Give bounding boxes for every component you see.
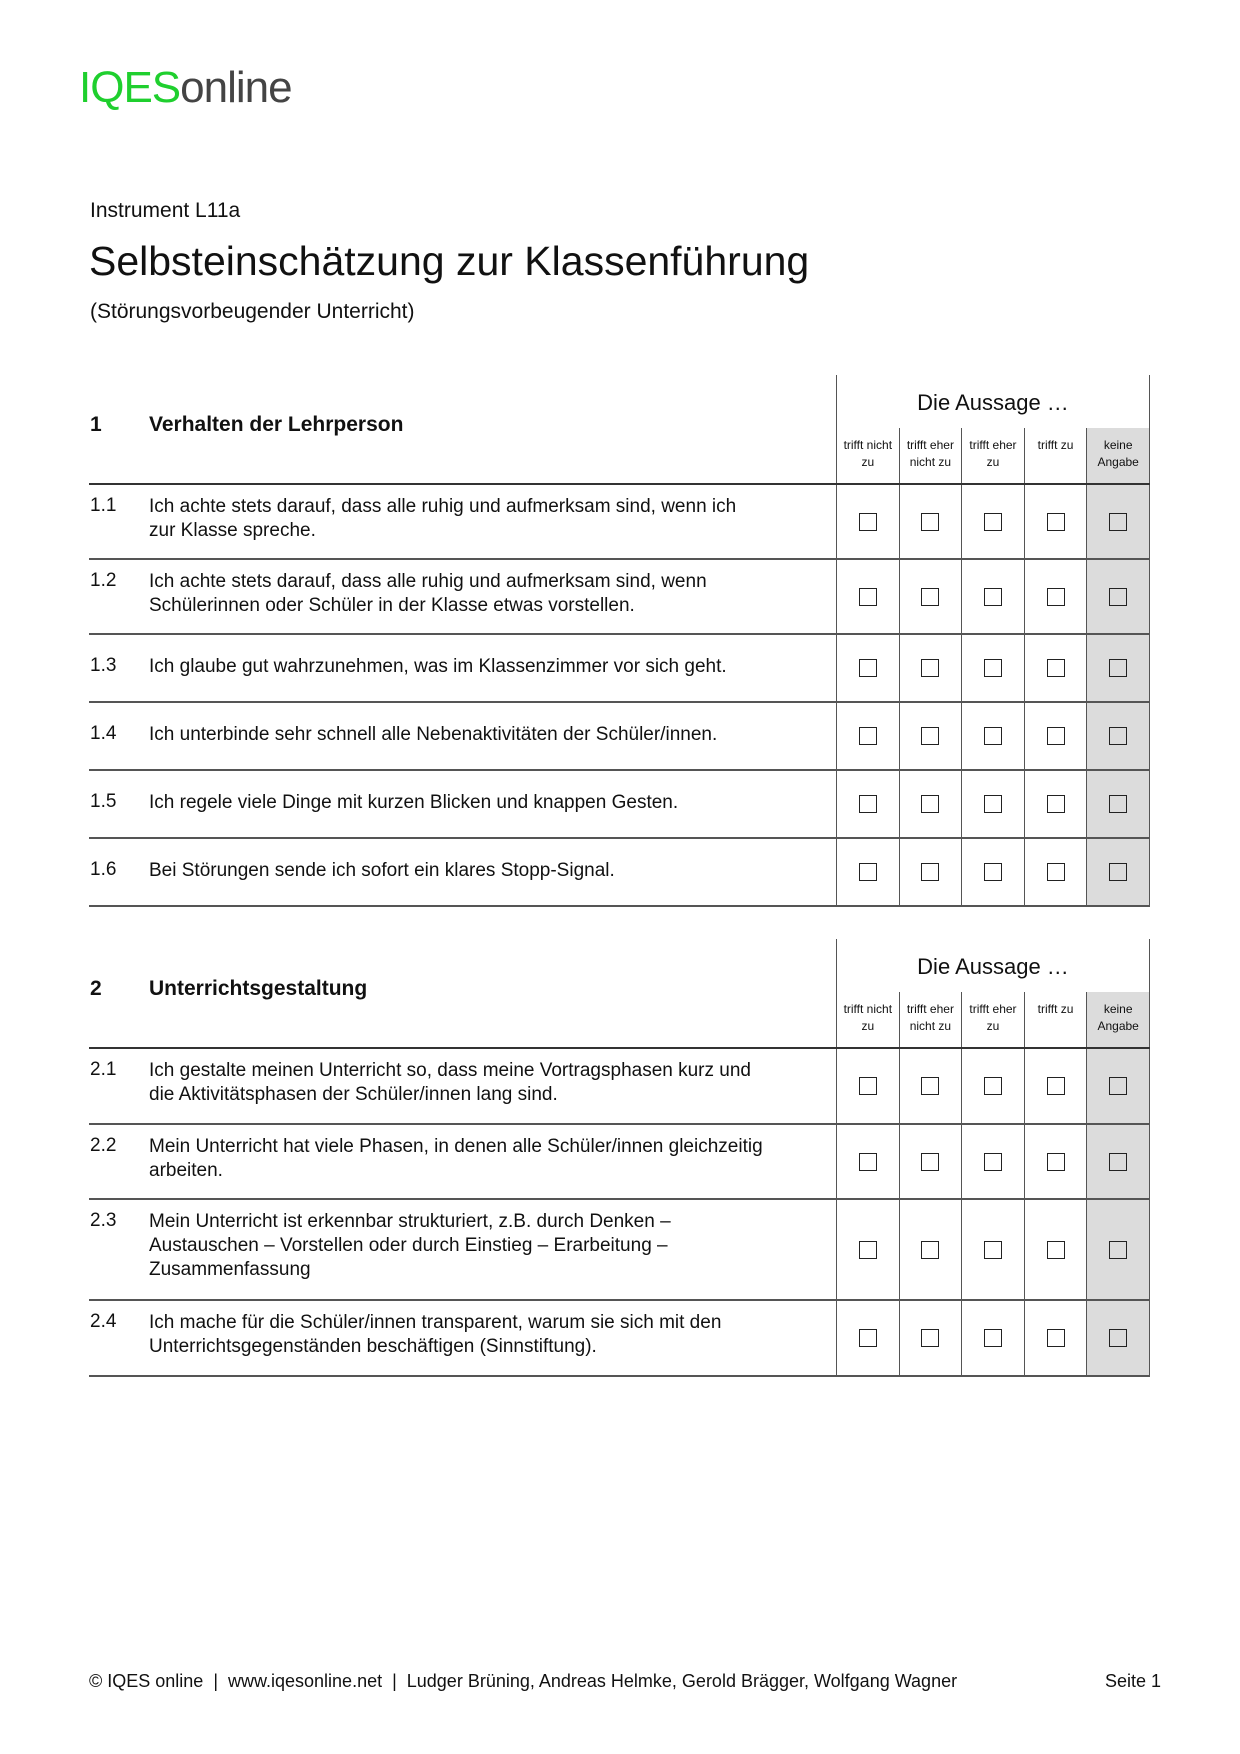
question-number: 1.6 <box>90 859 117 880</box>
checkbox-keine-angabe[interactable] <box>1109 1329 1127 1347</box>
checkbox-trifft-eher-zu[interactable] <box>984 727 1002 745</box>
answer-cell <box>837 1125 899 1198</box>
question-row <box>89 485 1150 560</box>
answer-cell <box>837 1049 899 1123</box>
question-text-line: Ich glaube gut wahrzunehmen, was im Klassenzimmer vor sich geht. <box>149 656 727 677</box>
checkbox-trifft-nicht-zu[interactable] <box>859 1241 877 1259</box>
answer-cell <box>837 1200 899 1299</box>
answer-cell <box>899 839 962 905</box>
checkbox-trifft-zu[interactable] <box>1047 1153 1065 1171</box>
checkbox-trifft-nicht-zu[interactable] <box>859 588 877 606</box>
answer-cells <box>836 635 1150 701</box>
answer-cell <box>1086 635 1149 701</box>
scale-label: trifft eher nicht zu <box>899 428 962 483</box>
answer-cells <box>836 485 1150 558</box>
question-text-line: Mein Unterricht hat viele Phasen, in denen alle Schüler/innen gleichzeitig <box>149 1136 763 1157</box>
checkbox-trifft-zu[interactable] <box>1047 795 1065 813</box>
question-row <box>89 1301 1150 1377</box>
checkbox-keine-angabe[interactable] <box>1109 727 1127 745</box>
answer-cell <box>1024 560 1087 633</box>
question-text-line: Mein Unterricht ist erkennbar strukturiert, z.B. durch Denken – <box>149 1211 671 1232</box>
checkbox-trifft-eher-nicht-zu[interactable] <box>921 1329 939 1347</box>
answer-cell <box>899 703 962 769</box>
answer-cell <box>837 485 899 558</box>
question-text-line: Ich achte stets darauf, dass alle ruhig und aufmerksam sind, wenn ich <box>149 496 737 517</box>
answer-cells <box>836 771 1150 837</box>
question-row <box>89 1125 1150 1200</box>
section-title: Verhalten der Lehrperson <box>149 413 404 436</box>
question-text-line: Ich gestalte meinen Unterricht so, dass meine Vortragsphasen kurz und <box>149 1060 751 1081</box>
answer-cell <box>961 839 1024 905</box>
scale-label: trifft eher nicht zu <box>899 992 962 1047</box>
question-text-line: Ich achte stets darauf, dass alle ruhig und aufmerksam sind, wenn <box>149 571 707 592</box>
checkbox-trifft-eher-nicht-zu[interactable] <box>921 1241 939 1259</box>
answer-cells <box>836 1301 1150 1375</box>
answer-cell <box>1024 1049 1087 1123</box>
answer-cell <box>837 839 899 905</box>
answer-cell <box>1024 1200 1087 1299</box>
question-row <box>89 1200 1150 1301</box>
question-text <box>149 495 839 543</box>
checkbox-trifft-zu[interactable] <box>1047 863 1065 881</box>
answer-cell <box>837 1301 899 1375</box>
scale-label: trifft eher zu <box>961 428 1024 483</box>
question-text-line: Schülerinnen oder Schüler in der Klasse etwas vorstellen. <box>149 595 635 616</box>
answer-cell <box>899 635 962 701</box>
answer-cell <box>837 560 899 633</box>
question-text <box>149 570 839 618</box>
answer-cell <box>1024 635 1087 701</box>
checkbox-trifft-eher-zu[interactable] <box>984 863 1002 881</box>
answer-cell <box>1024 839 1087 905</box>
page-title: Selbsteinschätzung zur Klassenführung <box>89 238 810 284</box>
question-number: 2.4 <box>90 1311 117 1332</box>
checkbox-trifft-eher-zu[interactable] <box>984 513 1002 531</box>
checkbox-trifft-nicht-zu[interactable] <box>859 863 877 881</box>
question-text <box>149 1135 839 1183</box>
answer-cells <box>836 1200 1150 1299</box>
scale-label: keine Angabe <box>1086 992 1149 1047</box>
answer-cell <box>961 635 1024 701</box>
question-row <box>89 839 1150 907</box>
answer-header-label: Die Aussage … <box>917 954 1069 979</box>
checkbox-trifft-eher-nicht-zu[interactable] <box>921 659 939 677</box>
section-header <box>89 375 1150 485</box>
checkbox-trifft-eher-zu[interactable] <box>984 1329 1002 1347</box>
answer-cell <box>961 771 1024 837</box>
checkbox-trifft-nicht-zu[interactable] <box>859 795 877 813</box>
answer-cell <box>1086 485 1149 558</box>
logo-online: online <box>180 63 292 112</box>
question-number: 2.2 <box>90 1135 117 1156</box>
question-text-line: Ich regele viele Dinge mit kurzen Blicken und knappen Gesten. <box>149 792 679 813</box>
checkbox-trifft-eher-nicht-zu[interactable] <box>921 513 939 531</box>
checkbox-keine-angabe[interactable] <box>1109 588 1127 606</box>
checkbox-trifft-zu[interactable] <box>1047 1329 1065 1347</box>
answer-header <box>836 939 1150 1047</box>
question-number: 2.1 <box>90 1059 117 1080</box>
answer-cell <box>961 1301 1024 1375</box>
checkbox-trifft-eher-nicht-zu[interactable] <box>921 727 939 745</box>
checkbox-trifft-nicht-zu[interactable] <box>859 659 877 677</box>
answer-cell <box>961 1125 1024 1198</box>
answer-cell <box>1086 703 1149 769</box>
checkbox-keine-angabe[interactable] <box>1109 1241 1127 1259</box>
answer-cell <box>899 771 962 837</box>
question-number: 1.4 <box>90 723 117 744</box>
logo-iqes: IQES <box>79 63 181 112</box>
checkbox-trifft-eher-zu[interactable] <box>984 1153 1002 1171</box>
scale-labels <box>837 428 1149 483</box>
checkbox-keine-angabe[interactable] <box>1109 1153 1127 1171</box>
answer-cell <box>1024 703 1087 769</box>
checkbox-trifft-zu[interactable] <box>1047 727 1065 745</box>
question-text <box>149 1210 839 1282</box>
answer-cell <box>961 485 1024 558</box>
answer-cells <box>836 1049 1150 1123</box>
checkbox-trifft-nicht-zu[interactable] <box>859 513 877 531</box>
question-text-line: Austauschen – Vorstellen oder durch Einstieg – Erarbeitung – <box>149 1235 668 1256</box>
question-number: 1.5 <box>90 791 117 812</box>
question-row <box>89 1049 1150 1125</box>
question-number: 1.3 <box>90 655 117 676</box>
question-row <box>89 635 1150 703</box>
question-row <box>89 560 1150 635</box>
checkbox-trifft-eher-nicht-zu[interactable] <box>921 1077 939 1095</box>
answer-cell <box>1024 485 1087 558</box>
checkbox-trifft-zu[interactable] <box>1047 1077 1065 1095</box>
question-number: 2.3 <box>90 1210 117 1231</box>
question-text-line: arbeiten. <box>149 1160 223 1181</box>
page-subtitle: (Störungsvorbeugender Unterricht) <box>90 300 415 323</box>
checkbox-trifft-zu[interactable] <box>1047 588 1065 606</box>
checkbox-keine-angabe[interactable] <box>1109 513 1127 531</box>
answer-cell <box>899 1200 962 1299</box>
checkbox-trifft-eher-nicht-zu[interactable] <box>921 588 939 606</box>
answer-cell <box>961 560 1024 633</box>
question-text-line: zur Klasse spreche. <box>149 520 316 541</box>
scale-label: trifft zu <box>1024 992 1087 1047</box>
answer-cell <box>961 1049 1024 1123</box>
checkbox-trifft-nicht-zu[interactable] <box>859 1329 877 1347</box>
answer-cell <box>837 635 899 701</box>
checkbox-trifft-eher-zu[interactable] <box>984 1077 1002 1095</box>
answer-cells <box>836 560 1150 633</box>
scale-label: trifft zu <box>1024 428 1087 483</box>
question-text <box>149 791 839 815</box>
checkbox-keine-angabe[interactable] <box>1109 863 1127 881</box>
checkbox-trifft-eher-zu[interactable] <box>984 795 1002 813</box>
answer-cells <box>836 1125 1150 1198</box>
checkbox-trifft-zu[interactable] <box>1047 659 1065 677</box>
question-text <box>149 655 839 679</box>
section-number: 2 <box>90 977 102 1000</box>
iqes-logo <box>79 63 292 112</box>
checkbox-trifft-zu[interactable] <box>1047 1241 1065 1259</box>
page-number: Seite 1 <box>1104 1671 1161 1691</box>
answer-cell <box>1086 839 1149 905</box>
scale-label: trifft nicht zu <box>843 438 893 469</box>
scale-label: trifft nicht zu <box>843 1002 893 1033</box>
question-number: 1.2 <box>90 570 117 591</box>
checkbox-trifft-eher-zu[interactable] <box>984 1241 1002 1259</box>
answer-cells <box>836 839 1150 905</box>
checkbox-keine-angabe[interactable] <box>1109 795 1127 813</box>
answer-cell <box>1086 771 1149 837</box>
answer-cell <box>961 703 1024 769</box>
section-header <box>89 939 1150 1049</box>
question-text-line: Ich unterbinde sehr schnell alle Nebenaktivitäten der Schüler/innen. <box>149 724 718 745</box>
answer-header <box>836 375 1150 483</box>
question-text-line: Bei Störungen sende ich sofort ein klares Stopp-Signal. <box>149 860 615 881</box>
section-2 <box>89 939 1150 1377</box>
question-text-line: Unterrichtsgegenständen beschäftigen (Sinnstiftung). <box>149 1336 597 1357</box>
question-row <box>89 771 1150 839</box>
answer-cell <box>837 703 899 769</box>
checkbox-trifft-nicht-zu[interactable] <box>859 1153 877 1171</box>
answer-cell <box>899 1125 962 1198</box>
answer-cell <box>899 485 962 558</box>
answer-cell <box>1086 1301 1149 1375</box>
scale-label: trifft eher zu <box>961 992 1024 1047</box>
checkbox-keine-angabe[interactable] <box>1109 659 1127 677</box>
answer-cell <box>961 1200 1024 1299</box>
checkbox-trifft-zu[interactable] <box>1047 513 1065 531</box>
scale-labels <box>837 992 1149 1047</box>
answer-cell <box>1086 1049 1149 1123</box>
question-text-line: die Aktivitätsphasen der Schüler/innen lang sind. <box>149 1084 558 1105</box>
checkbox-trifft-nicht-zu[interactable] <box>859 1077 877 1095</box>
checkbox-trifft-eher-nicht-zu[interactable] <box>921 1153 939 1171</box>
section-1 <box>89 375 1150 907</box>
answer-cell <box>899 560 962 633</box>
answer-cell <box>899 1049 962 1123</box>
question-text-line: Zusammenfassung <box>149 1259 311 1280</box>
section-number: 1 <box>90 413 102 436</box>
question-text <box>149 1311 839 1359</box>
checkbox-keine-angabe[interactable] <box>1109 1077 1127 1095</box>
answer-cell <box>1024 771 1087 837</box>
answer-cell <box>1086 560 1149 633</box>
instrument-label: Instrument L11a <box>90 199 241 222</box>
answer-cell <box>1024 1125 1087 1198</box>
checkbox-trifft-nicht-zu[interactable] <box>859 727 877 745</box>
footer-text: © IQES online | www.iqesonline.net | Ludger Brüning, Andreas Helmke, Gerold Brägger, Wolfgang Wagner <box>89 1671 958 1691</box>
question-number: 1.1 <box>90 495 117 516</box>
question-text <box>149 723 839 747</box>
answer-cell <box>1086 1125 1149 1198</box>
checkbox-trifft-eher-nicht-zu[interactable] <box>921 795 939 813</box>
question-text <box>149 1059 839 1107</box>
scale-label: keine Angabe <box>1086 428 1149 483</box>
answer-cell <box>1024 1301 1087 1375</box>
question-row <box>89 703 1150 771</box>
answer-cell <box>1086 1200 1149 1299</box>
checkbox-trifft-eher-nicht-zu[interactable] <box>921 863 939 881</box>
checkbox-trifft-eher-zu[interactable] <box>984 588 1002 606</box>
answer-cells <box>836 703 1150 769</box>
checkbox-trifft-eher-zu[interactable] <box>984 659 1002 677</box>
answer-cell <box>837 771 899 837</box>
answer-cell <box>899 1301 962 1375</box>
section-title: Unterrichtsgestaltung <box>149 977 368 1000</box>
question-text-line: Ich mache für die Schüler/innen transparent, warum sie sich mit den <box>149 1312 722 1333</box>
question-text <box>149 859 839 883</box>
answer-header-label: Die Aussage … <box>917 390 1069 415</box>
